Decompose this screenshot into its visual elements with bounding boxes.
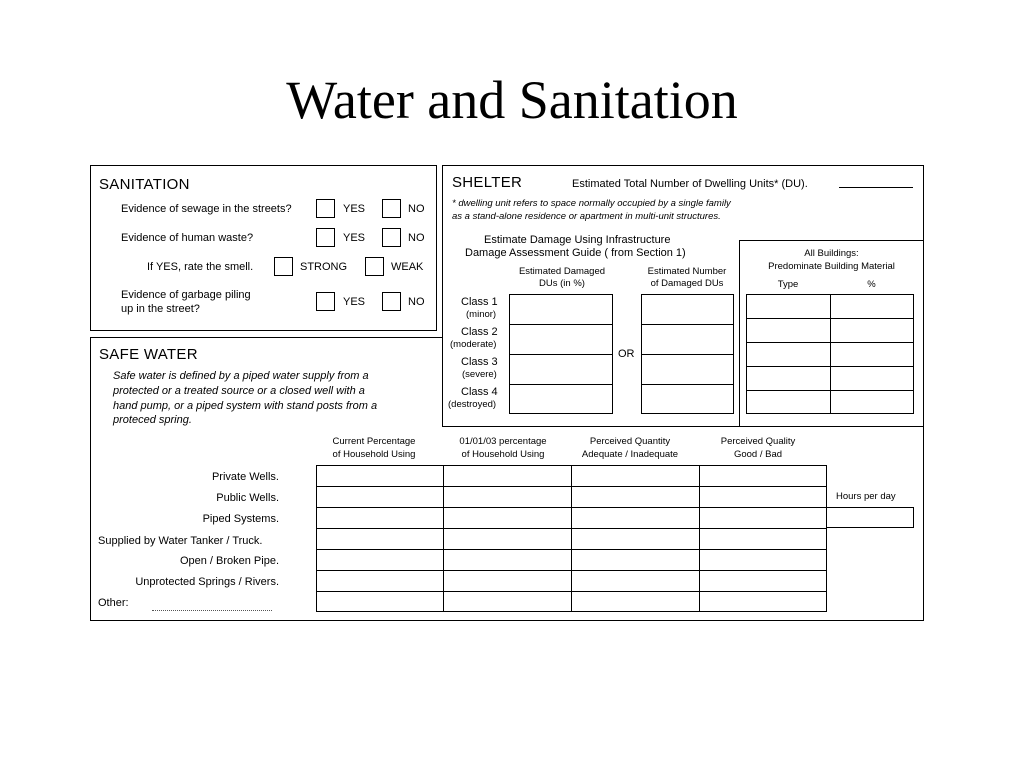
grid-cell[interactable] (571, 486, 700, 508)
class4-count-cell[interactable] (641, 384, 734, 414)
smell-weak-label: WEAK (391, 261, 424, 273)
grid-cell[interactable] (443, 528, 572, 550)
dwelling-footnote-line2: as a stand-alone residence or apartment in multi-unit structures. (452, 211, 721, 222)
grid-cell[interactable] (571, 591, 700, 612)
waste-no-label: NO (408, 232, 425, 244)
grid-cell[interactable] (316, 549, 444, 571)
dwelling-units-label: Estimated Total Number of Dwelling Units* (DU). (572, 178, 808, 190)
safe-water-desc-line2: protected or a treated source or a closed well with a (113, 385, 365, 397)
grid-cell[interactable] (699, 507, 827, 529)
damaged-pct-header-line2: DUs (in %) (539, 278, 585, 289)
col-current-pct-line2: of Household Using (332, 449, 416, 460)
hours-per-day-label: Hours per day (836, 491, 896, 502)
class1-label: Class 1 (461, 296, 498, 308)
garbage-question-line1: Evidence of garbage piling (121, 289, 251, 301)
class2-count-cell[interactable] (641, 324, 734, 355)
other-input[interactable] (152, 610, 272, 611)
col-quantity-line1: Perceived Quantity (589, 436, 671, 447)
grid-cell[interactable] (571, 549, 700, 571)
class3-label: Class 3 (461, 356, 498, 368)
garbage-yes-checkbox[interactable] (316, 292, 335, 311)
dwelling-footnote-line1: * dwelling unit refers to space normally occupied by a single family (452, 198, 731, 209)
shelter-heading: SHELTER (452, 174, 523, 191)
grid-cell[interactable] (699, 570, 827, 592)
sanitation-heading: SANITATION (99, 176, 190, 193)
grid-cell[interactable] (443, 486, 572, 508)
material-type-cell-1[interactable] (746, 294, 831, 319)
waste-yes-checkbox[interactable] (316, 228, 335, 247)
grid-cell[interactable] (571, 507, 700, 529)
row-label-other: Other: (98, 597, 129, 609)
grid-cell[interactable] (443, 507, 572, 529)
damaged-count-header-line2: of Damaged DUs (650, 278, 724, 289)
grid-cell[interactable] (571, 528, 700, 550)
garbage-no-label: NO (408, 296, 425, 308)
buildings-header-line2: Predominate Building Material (768, 261, 895, 272)
safe-water-heading: SAFE WATER (99, 346, 198, 363)
class1-pct-cell[interactable] (509, 294, 613, 325)
grid-cell[interactable] (316, 528, 444, 550)
hours-per-day-input[interactable] (826, 507, 914, 528)
buildings-header-line1: All Buildings: (804, 248, 859, 259)
col-current-pct-line1: Current Percentage (332, 436, 416, 447)
grid-cell[interactable] (316, 591, 444, 612)
grid-cell[interactable] (571, 570, 700, 592)
smell-question: If YES, rate the smell. (147, 261, 254, 273)
damaged-count-header-line1: Estimated Number (647, 266, 727, 277)
grid-cell[interactable] (699, 486, 827, 508)
grid-cell[interactable] (699, 591, 827, 612)
material-pct-cell-3[interactable] (830, 342, 914, 367)
grid-cell[interactable] (699, 549, 827, 571)
grid-cell[interactable] (316, 486, 444, 508)
or-label: OR (618, 348, 635, 360)
waste-yes-label: YES (343, 232, 366, 244)
row-label-piped-systems: Piped Systems. (202, 513, 279, 525)
row-label-springs-rivers: Unprotected Springs / Rivers. (135, 576, 279, 588)
sewage-yes-label: YES (343, 203, 366, 215)
col-baseline-pct-line2: of Household Using (461, 449, 545, 460)
damage-guide-line1: Estimate Damage Using Infrastructure (484, 234, 671, 246)
garbage-question-line2: up in the street? (121, 303, 200, 315)
class3-severity: (severe) (462, 369, 497, 380)
sewage-no-label: NO (408, 203, 425, 215)
material-type-cell-4[interactable] (746, 366, 831, 391)
row-label-private-wells: Private Wells. (211, 471, 279, 483)
row-label-water-tanker: Supplied by Water Tanker / Truck. (98, 535, 263, 547)
grid-cell[interactable] (699, 465, 827, 487)
row-label-open-pipe: Open / Broken Pipe. (179, 555, 279, 567)
safe-water-desc-line3: hand pump, or a piped system with stand posts from a (113, 400, 378, 412)
smell-weak-checkbox[interactable] (365, 257, 384, 276)
safe-water-desc-line4: proteced spring. (113, 414, 192, 426)
smell-strong-checkbox[interactable] (274, 257, 293, 276)
waste-no-checkbox[interactable] (382, 228, 401, 247)
dwelling-units-input[interactable] (839, 187, 913, 188)
material-pct-cell-4[interactable] (830, 366, 914, 391)
sewage-no-checkbox[interactable] (382, 199, 401, 218)
garbage-no-checkbox[interactable] (382, 292, 401, 311)
class3-count-cell[interactable] (641, 354, 734, 385)
material-type-cell-3[interactable] (746, 342, 831, 367)
grid-cell[interactable] (443, 591, 572, 612)
material-pct-cell-5[interactable] (830, 390, 914, 414)
grid-cell[interactable] (571, 465, 700, 487)
col-quantity-line2: Adequate / Inadequate (581, 449, 679, 460)
col-baseline-pct-line1: 01/01/03 percentage (459, 436, 547, 447)
col-quality-line2: Good / Bad (733, 449, 783, 460)
class4-pct-cell[interactable] (509, 384, 613, 414)
smell-strong-label: STRONG (300, 261, 348, 273)
grid-cell[interactable] (316, 570, 444, 592)
grid-cell[interactable] (443, 549, 572, 571)
material-pct-cell-2[interactable] (830, 318, 914, 343)
safe-water-desc-line1: Safe water is defined by a piped water supply from a (113, 370, 369, 382)
class2-label: Class 2 (461, 326, 498, 338)
page-title: Water and Sanitation (286, 70, 738, 130)
grid-cell[interactable] (316, 465, 444, 487)
material-type-header: Type (777, 279, 799, 290)
human-waste-question: Evidence of human waste? (121, 232, 254, 244)
class2-severity: (moderate) (450, 339, 497, 350)
material-type-cell-5[interactable] (746, 390, 831, 414)
grid-cell[interactable] (443, 465, 572, 487)
class4-severity: (destroyed) (448, 399, 497, 410)
water-source-grid (316, 465, 827, 612)
col-quality-line1: Perceived Quality (720, 436, 796, 447)
sewage-question: Evidence of sewage in the streets? (121, 203, 292, 215)
material-type-cell-2[interactable] (746, 318, 831, 343)
row-label-public-wells: Public Wells. (216, 492, 279, 504)
class2-pct-cell[interactable] (509, 324, 613, 355)
material-pct-cell-1[interactable] (830, 294, 914, 319)
damaged-pct-header-line1: Estimated Damaged (518, 266, 606, 277)
sewage-yes-checkbox[interactable] (316, 199, 335, 218)
grid-cell[interactable] (443, 570, 572, 592)
class3-pct-cell[interactable] (509, 354, 613, 385)
class4-label: Class 4 (461, 386, 498, 398)
class1-severity: (minor) (466, 309, 497, 320)
damage-guide-line2: Damage Assessment Guide ( from Section 1) (465, 247, 686, 259)
grid-cell[interactable] (316, 507, 444, 529)
grid-cell[interactable] (699, 528, 827, 550)
material-percent-header: % (867, 279, 876, 290)
class1-count-cell[interactable] (641, 294, 734, 325)
garbage-yes-label: YES (343, 296, 366, 308)
